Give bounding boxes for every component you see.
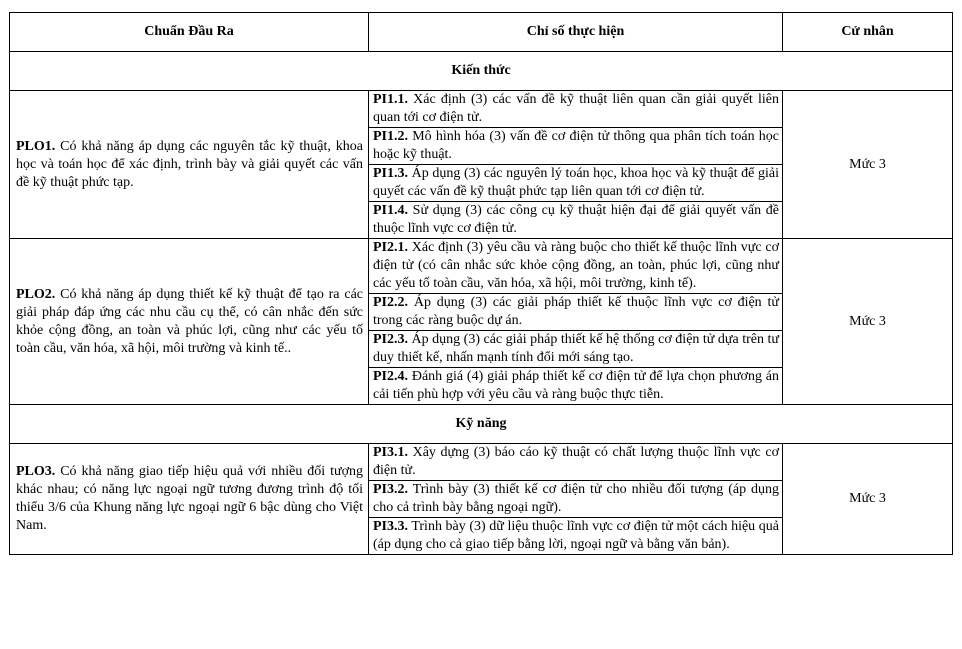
- plo-code: PLO1.: [16, 138, 56, 154]
- table-row: [10, 91, 953, 128]
- pi-code: PI3.3.: [373, 519, 408, 534]
- plo-cell: [10, 239, 369, 405]
- header-outcome: Chuẩn Đầu Ra: [10, 13, 369, 52]
- pi-text: Trình bày (3) thiết kế cơ điện tử cho nhiều đối tượng (áp dụng cho cả trình bày bằng ngoại ngữ).: [373, 482, 779, 515]
- pi-cell: [369, 239, 783, 294]
- plo-text: Có khả năng giao tiếp hiệu quả với nhiều đối tượng khác nhau; có năng lực ngoại ngữ tương đương trình độ tối thiểu 3/6 của Khung năng lực ngoại ngữ 6 bậc dùng cho Việt Nam.: [16, 464, 363, 533]
- level-cell: Mức 3: [783, 239, 953, 405]
- pi-text: Xây dựng (3) báo cáo kỹ thuật có chất lượng thuộc lĩnh vực cơ điện tử.: [373, 445, 779, 478]
- pi-text: Áp dụng (3) các giải pháp thiết kế thuộc lĩnh vực cơ điện tử trong các ràng buộc dự án.: [373, 295, 779, 328]
- plo-text: Có khả năng áp dụng thiết kế kỹ thuật để tạo ra các giải pháp đáp ứng các nhu cầu cụ thể, có cân nhắc đến sức khỏe cộng đồng, an toàn và phúc lợi, cũng như các yếu tố toàn cầu, văn hóa, xã hội, môi trường và kinh tế..: [16, 286, 363, 356]
- header-indicator: Chỉ số thực hiện: [369, 13, 783, 52]
- pi-cell: [369, 368, 783, 405]
- plo-text: Có khả năng áp dụng các nguyên tắc kỹ thuật, khoa học và toán học để xác định, trình bày và giải quyết các vấn đề kỹ thuật phức tạp.: [16, 138, 363, 190]
- header-row: [10, 13, 953, 52]
- pi-text: Xác định (3) các vấn đề kỹ thuật liên quan cần giải quyết liên quan tới cơ điện tử.: [373, 92, 779, 125]
- pi-text: Áp dụng (3) các nguyên lý toán học, khoa học và kỹ thuật để giải quyết các vấn đề kỹ thuật phức tạp liên quan tới cơ điện tử.: [373, 166, 779, 199]
- pi-text: Đánh giá (4) giải pháp thiết kế cơ điện tử để lựa chọn phương án cải tiến phù hợp với yêu cầu và ràng buộc thực tiễn.: [373, 369, 779, 402]
- pi-cell: [369, 444, 783, 481]
- pi-cell: [369, 202, 783, 239]
- pi-code: PI2.4.: [373, 369, 408, 384]
- plo-cell: [10, 91, 369, 239]
- pi-cell: [369, 481, 783, 518]
- section-row: [10, 405, 953, 444]
- pi-code: PI1.3.: [373, 166, 408, 181]
- pi-code: PI2.1.: [373, 240, 408, 255]
- level-cell: Mức 3: [783, 91, 953, 239]
- pi-text: Áp dụng (3) các giải pháp thiết kế hệ thống cơ điện tử dựa trên tư duy thiết kế, nhấn mạnh tính đổi mới sáng tạo.: [373, 332, 779, 365]
- table-row: [10, 239, 953, 294]
- pi-code: PI3.2.: [373, 482, 408, 497]
- pi-cell: [369, 331, 783, 368]
- table-row: [10, 444, 953, 481]
- pi-cell: [369, 91, 783, 128]
- header-degree: Cử nhân: [783, 13, 953, 52]
- pi-cell: [369, 165, 783, 202]
- pi-text: Trình bày (3) dữ liệu thuộc lĩnh vực cơ điện tử một cách hiệu quả (áp dụng cho cả giao tiếp bằng lời, ngoại ngữ và bằng văn bản).: [373, 519, 779, 552]
- section-title: Kiến thức: [10, 52, 953, 91]
- pi-text: Mô hình hóa (3) vấn đề cơ điện tử thông qua phân tích toán học hoặc kỹ thuật.: [373, 129, 779, 162]
- pi-code: PI2.3.: [373, 332, 408, 347]
- pi-code: PI1.4.: [373, 203, 408, 218]
- plo-code: PLO2.: [16, 286, 56, 302]
- pi-code: PI2.2.: [373, 295, 408, 310]
- outcomes-table: [9, 12, 953, 555]
- pi-code: PI3.1.: [373, 445, 408, 460]
- plo-code: PLO3.: [16, 464, 56, 479]
- section-title: Kỹ năng: [10, 405, 953, 444]
- pi-code: PI1.2.: [373, 129, 408, 144]
- pi-text: Xác định (3) yêu cầu và ràng buộc cho thiết kế thuộc lĩnh vực cơ điện tử (có cân nhắc sức khỏe cộng đồng, an toàn, phúc lợi, cũng như các yếu tố toàn cầu, văn hóa, xã hội, môi trường, kinh tế).: [373, 240, 779, 291]
- level-cell: Mức 3: [783, 444, 953, 555]
- section-row: [10, 52, 953, 91]
- pi-cell: [369, 518, 783, 555]
- plo-cell: [10, 444, 369, 555]
- pi-text: Sử dụng (3) các công cụ kỹ thuật hiện đại để giải quyết vấn đề thuộc lĩnh vực cơ điện tử.: [373, 203, 779, 236]
- pi-cell: [369, 294, 783, 331]
- pi-cell: [369, 128, 783, 165]
- pi-code: PI1.1.: [373, 92, 408, 107]
